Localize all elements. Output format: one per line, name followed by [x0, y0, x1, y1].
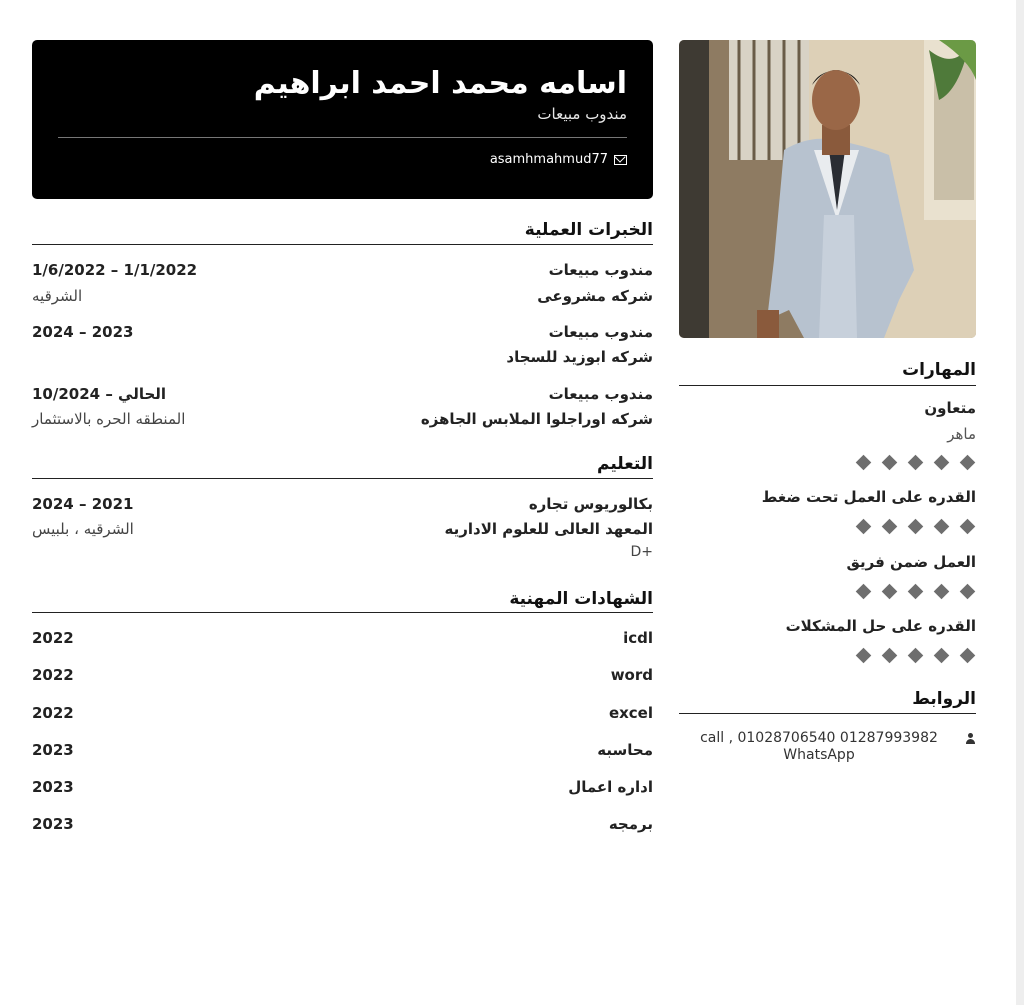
experience-company: شركه مشروعى: [537, 287, 653, 305]
rating-dot: [960, 519, 976, 535]
skills-divider: [679, 385, 976, 386]
email-text[interactable]: asamhmahmud77: [489, 152, 608, 167]
links-heading: الروابط: [912, 689, 976, 709]
skill-name: القدره على حل المشكلات: [785, 617, 976, 635]
email[interactable]: [490, 152, 627, 167]
certificate-name: word: [610, 666, 653, 684]
experience-dates: 2024 – 2023: [32, 323, 134, 341]
certificate-year: 2023: [32, 741, 74, 759]
experience-location: المنطقه الحره بالاستثمار: [32, 410, 186, 428]
certificate-year: 2022: [32, 666, 74, 684]
experience-company: شركه ابوزيد للسجاد: [506, 348, 653, 366]
education-dates: 2024 – 2021: [32, 495, 134, 513]
education-heading: التعليم: [597, 454, 653, 474]
rating-dot: [960, 584, 976, 600]
experience-role: مندوب مبيعات: [548, 261, 653, 279]
education-grade: D+: [630, 544, 653, 560]
experience-dates: 1/6/2022 – 1/1/2022: [32, 261, 198, 279]
skill-rating: [855, 518, 976, 535]
experience-role: مندوب مبيعات: [548, 385, 653, 403]
page-edge: [1016, 0, 1024, 1005]
skill-name: القدره على العمل تحت ضغط: [761, 488, 976, 506]
rating-dot: [856, 584, 872, 600]
education-school: المعهد العالى للعلوم الاداريه: [444, 520, 653, 538]
rating-dot: [856, 648, 872, 664]
experience-location: الشرقيه: [32, 287, 83, 305]
certificate-name: برمجه: [608, 815, 653, 833]
certificates-heading: الشهادات المهنية: [509, 589, 653, 609]
resume-page: [32, 40, 976, 860]
certificate-year: 2023: [32, 778, 74, 796]
skill-rating: [855, 454, 976, 471]
experience-company: شركه اوراجلوا الملابس الجاهزه: [420, 410, 653, 428]
certificates-divider: [32, 612, 653, 613]
rating-dot: [882, 584, 898, 600]
rating-dot: [960, 455, 976, 471]
header-divider: [58, 137, 627, 138]
certificate-name: محاسبه: [597, 741, 653, 759]
experience-heading: الخبرات العملية: [524, 220, 653, 240]
experience-dates: 10/2024 – الحالي: [32, 385, 167, 403]
rating-dot: [934, 584, 950, 600]
rating-dot: [882, 455, 898, 471]
skill-name: العمل ضمن فريق: [846, 553, 976, 571]
person-name: اسامه محمد احمد ابراهيم: [253, 66, 627, 101]
rating-dot: [960, 648, 976, 664]
user-icon: [965, 733, 976, 744]
rating-dot: [934, 648, 950, 664]
rating-dot: [856, 519, 872, 535]
skill-rating: [855, 647, 976, 664]
skills-heading: المهارات: [902, 360, 976, 380]
experience-role: مندوب مبيعات: [548, 323, 653, 341]
profile-photo: [679, 40, 976, 338]
rating-dot: [882, 648, 898, 664]
education-location: الشرقيه ، بلبيس: [32, 520, 134, 538]
rating-dot: [908, 648, 924, 664]
certificate-name: اداره اعمال: [568, 778, 653, 796]
rating-dot: [908, 455, 924, 471]
certificate-name: icdl: [623, 629, 653, 647]
job-title: مندوب مبيعات: [537, 105, 627, 123]
certificate-year: 2022: [32, 704, 74, 722]
education-divider: [32, 478, 653, 479]
rating-dot: [908, 519, 924, 535]
rating-dot: [882, 519, 898, 535]
rating-dot: [856, 455, 872, 471]
contact-text[interactable]: call , 01028706540 01287993982 WhatsApp: [700, 730, 938, 763]
rating-dot: [908, 584, 924, 600]
rating-dot: [934, 455, 950, 471]
mail-icon: [614, 155, 627, 165]
skill-level: ماهر: [947, 425, 976, 443]
links-divider: [679, 713, 976, 714]
rating-dot: [934, 519, 950, 535]
skill-rating: [855, 583, 976, 600]
education-degree: بكالوريوس تجاره: [528, 495, 653, 513]
certificate-name: excel: [608, 704, 653, 722]
experience-divider: [32, 244, 653, 245]
resume-header: [32, 40, 653, 199]
certificate-year: 2022: [32, 629, 74, 647]
certificate-year: 2023: [32, 815, 74, 833]
contact-link[interactable]: [679, 730, 976, 770]
skill-name: متعاون: [924, 399, 976, 417]
